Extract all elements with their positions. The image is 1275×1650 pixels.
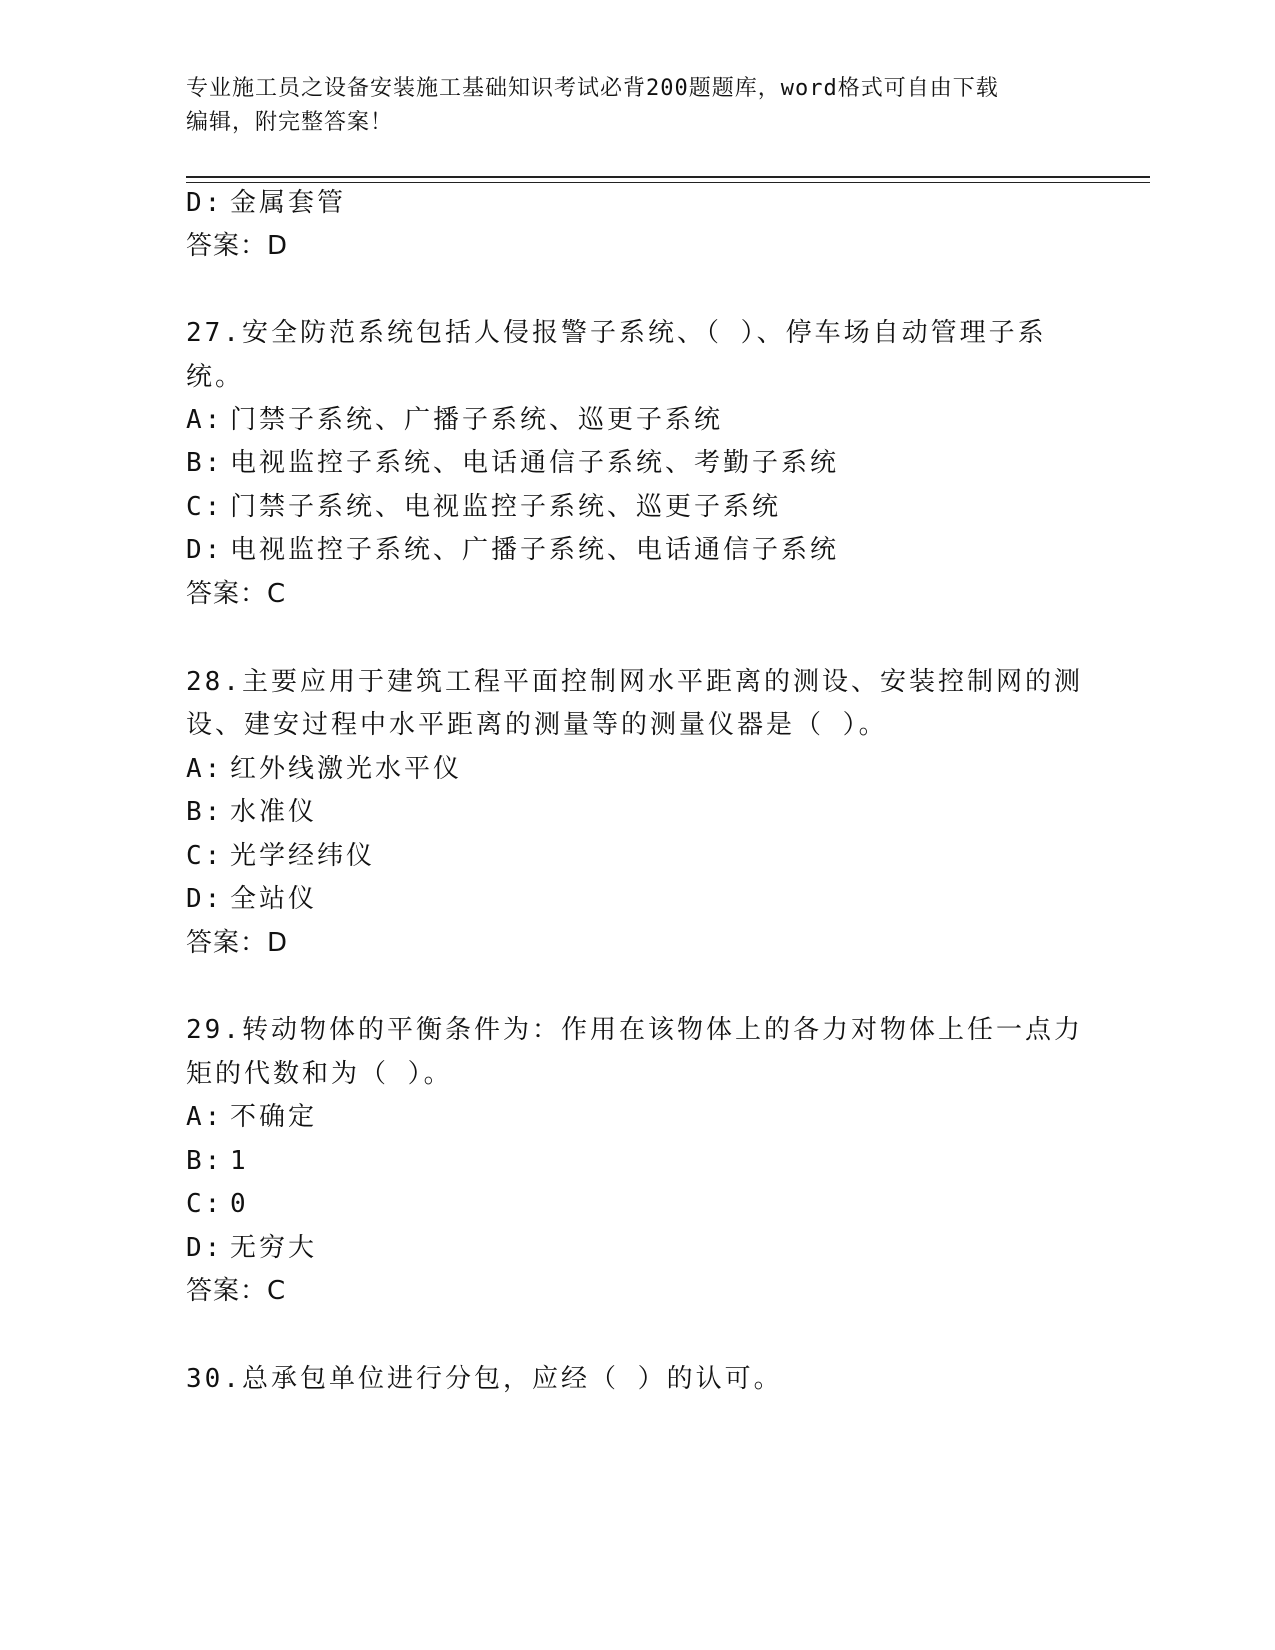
option-label: D: bbox=[186, 535, 224, 565]
question-28-option-a bbox=[186, 749, 462, 789]
option-label: D: bbox=[186, 188, 224, 218]
option-text: 电视监控子系统、电话通信子系统、考勤子系统 bbox=[230, 448, 840, 478]
option-label: B: bbox=[186, 1146, 224, 1176]
prev-option-d bbox=[186, 183, 346, 223]
question-29-stem-line1: 29.转动物体的平衡条件为：作用在该物体上的各力对物体上任一点力 bbox=[186, 1015, 1083, 1045]
question-29-option-c bbox=[186, 1184, 249, 1224]
option-label: A: bbox=[186, 1102, 224, 1132]
question-28-stem-line1: 28.主要应用于建筑工程平面控制网水平距离的测设、安装控制网的测 bbox=[186, 667, 1083, 697]
option-text: 1 bbox=[230, 1146, 249, 1176]
option-text: 电视监控子系统、广播子系统、电话通信子系统 bbox=[230, 535, 840, 565]
option-text: 无穷大 bbox=[230, 1233, 318, 1263]
question-29-option-a bbox=[186, 1097, 317, 1137]
question-28-stem-line2: 设、建安过程中水平距离的测量等的测量仪器是（ ）。 bbox=[186, 710, 888, 740]
page-header bbox=[186, 72, 1086, 140]
option-text: 全站仪 bbox=[230, 884, 318, 914]
option-label: B: bbox=[186, 797, 224, 827]
option-label: A: bbox=[186, 405, 224, 435]
question-28-answer: 答案：D bbox=[186, 928, 289, 958]
header-title-line1: 专业施工员之设备安装施工基础知识考试必背200题题库，word格式可自由下载 bbox=[186, 76, 999, 101]
question-27-option-a bbox=[186, 400, 723, 440]
prev-answer: 答案：D bbox=[186, 231, 289, 261]
question-27-stem-line1: 27.安全防范系统包括人侵报警子系统、（ ）、停车场自动管理子系 bbox=[186, 318, 1047, 348]
option-text: 金属套管 bbox=[230, 188, 347, 218]
option-label: D: bbox=[186, 1233, 224, 1263]
option-label: C: bbox=[186, 492, 224, 522]
option-text: 0 bbox=[230, 1189, 249, 1219]
option-label: A: bbox=[186, 754, 224, 784]
option-text: 水准仪 bbox=[230, 797, 318, 827]
question-27-option-c bbox=[186, 487, 781, 527]
question-30-stem-line1: 30.总承包单位进行分包，应经（ ）的认可。 bbox=[186, 1364, 783, 1394]
option-text: 门禁子系统、电视监控子系统、巡更子系统 bbox=[230, 492, 782, 522]
option-text: 红外线激光水平仪 bbox=[230, 754, 463, 784]
question-29-answer: 答案：C bbox=[186, 1276, 287, 1306]
option-text: 门禁子系统、广播子系统、巡更子系统 bbox=[230, 405, 724, 435]
question-27-option-b bbox=[186, 443, 839, 483]
option-text: 不确定 bbox=[230, 1102, 318, 1132]
question-27-answer: 答案：C bbox=[186, 579, 287, 609]
header-divider-thick bbox=[186, 176, 1150, 178]
header-title-line2: 编辑，附完整答案！ bbox=[186, 110, 394, 135]
option-label: C: bbox=[186, 841, 224, 871]
question-28-option-d bbox=[186, 879, 317, 919]
option-label: D: bbox=[186, 884, 224, 914]
question-29-option-b bbox=[186, 1141, 249, 1181]
question-28-option-c bbox=[186, 836, 375, 876]
option-text: 光学经纬仪 bbox=[230, 841, 376, 871]
question-27-option-d bbox=[186, 530, 839, 570]
option-label: C: bbox=[186, 1189, 224, 1219]
question-27-stem-line2: 统。 bbox=[186, 362, 245, 392]
question-29-option-d bbox=[186, 1228, 317, 1268]
question-29-stem-line2: 矩的代数和为（ ）。 bbox=[186, 1059, 453, 1089]
option-label: B: bbox=[186, 448, 224, 478]
question-28-option-b bbox=[186, 792, 317, 832]
